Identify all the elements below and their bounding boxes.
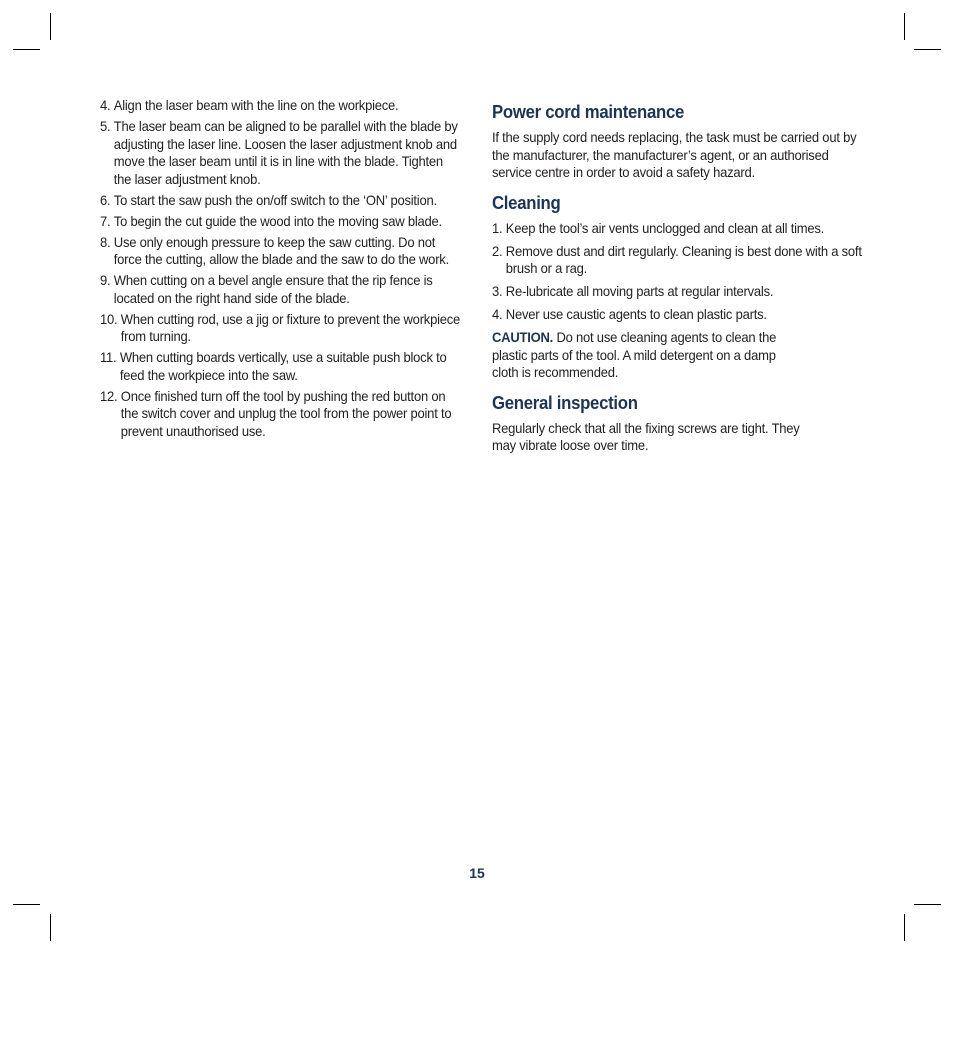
list-item: 10. When cutting rod, use a jig or fixture to prevent the workpiece from turning. bbox=[100, 310, 461, 344]
crop-mark bbox=[50, 914, 51, 941]
list-item: 2. Remove dust and dirt regularly. Cleaning is best done with a soft brush or a rag. bbox=[492, 242, 862, 276]
list-item: 4. Align the laser beam with the line on the workpiece. bbox=[100, 97, 399, 113]
list-item: 5. The laser beam can be aligned to be parallel with the blade by adjusting the laser line. Loosen the laser adjustment knob and move the laser beam until it is in line with the blade. Tighten the laser adjustment knob. bbox=[100, 118, 458, 187]
section-heading-general-inspection: General inspection bbox=[492, 392, 638, 413]
crop-mark bbox=[13, 904, 40, 905]
power-cord-body: If the supply cord needs replacing, the task must be carried out by the manufacturer, the manufacturer’s agent, or an authorised service centre in order to avoid a safety hazard. bbox=[492, 129, 857, 180]
list-item: 8. Use only enough pressure to keep the saw cutting. Do not force the cutting, allow the blade and the saw to do the work. bbox=[100, 233, 449, 267]
list-item: 1. Keep the tool’s air vents unclogged and clean at all times. bbox=[492, 219, 825, 236]
list-item: 4. Never use caustic agents to clean plastic parts. bbox=[492, 306, 767, 322]
section-heading-cleaning: Cleaning bbox=[492, 192, 561, 213]
left-column bbox=[100, 97, 463, 444]
crop-mark bbox=[50, 13, 51, 40]
crop-mark bbox=[914, 49, 941, 50]
crop-mark bbox=[904, 13, 905, 40]
crop-mark bbox=[13, 49, 40, 50]
section-heading-power-cord: Power cord maintenance bbox=[492, 102, 685, 122]
crop-mark bbox=[904, 914, 905, 941]
list-item: 3. Re-lubricate all moving parts at regular intervals. bbox=[492, 283, 774, 299]
crop-mark bbox=[914, 904, 941, 905]
page-number: 15 bbox=[469, 865, 485, 881]
list-item: 9. When cutting on a bevel angle ensure that the rip fence is located on the right hand side of the blade. bbox=[100, 272, 433, 306]
general-inspection-body: Regularly check that all the fixing screws are tight. They may vibrate loose over time. bbox=[492, 419, 800, 453]
caution-note bbox=[492, 329, 799, 382]
list-item: 6. To start the saw push the on/off switch to the ‘ON’ position. bbox=[100, 191, 437, 208]
right-column bbox=[492, 101, 864, 465]
list-item: 11. When cutting boards vertically, use a suitable push block to feed the workpiece into the saw. bbox=[100, 349, 447, 383]
list-item: 12. Once finished turn off the tool by pushing the red button on the switch cover and unplug the tool from the power point to prevent unauthorised use. bbox=[100, 387, 452, 439]
caution-label: CAUTION. bbox=[492, 329, 554, 345]
caution-text: Do not use cleaning agents to clean the plastic parts of the tool. A mild detergent on a damp cloth is recommended. bbox=[492, 329, 777, 380]
list-item: 7. To begin the cut guide the wood into the moving saw blade. bbox=[100, 212, 442, 229]
